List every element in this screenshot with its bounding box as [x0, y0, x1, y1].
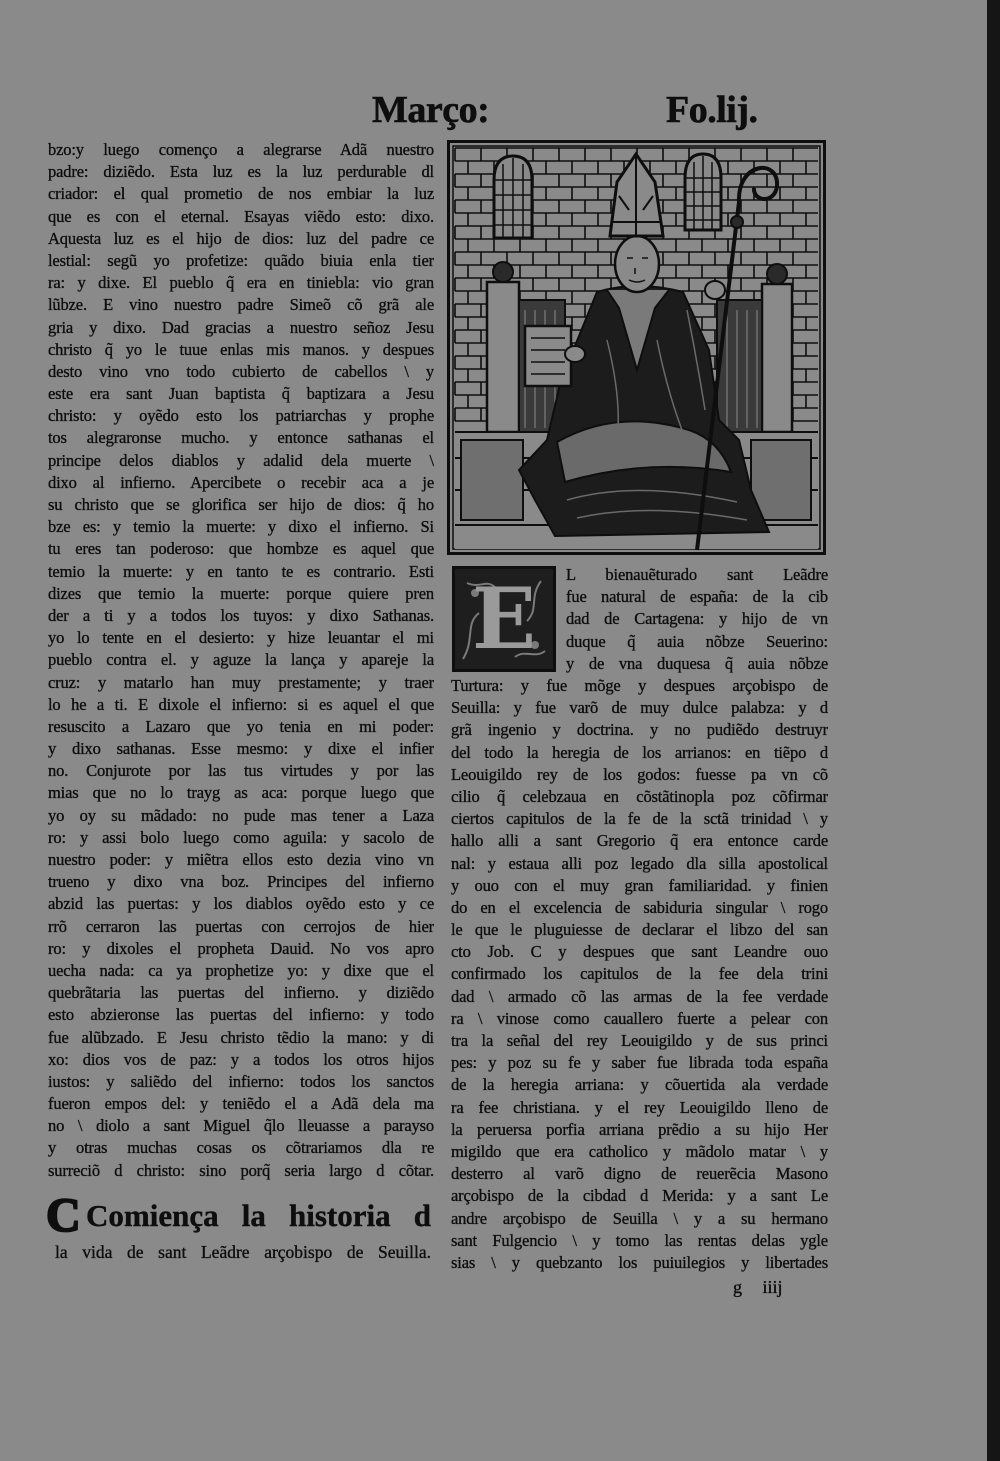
text-line: fueron empos del: y teniẽdo el a Adã dela ma [48, 1094, 434, 1114]
text-line: este era sant Juan baptista q̃ baptizara a Jesu [48, 384, 434, 404]
text-line: do en el excelencia de sabiduria singular \ rogo [451, 897, 828, 917]
text-line: ro: y dixoles el propheta Dauid. No vos apro [48, 938, 434, 958]
signature-mark: g iiij [733, 1277, 783, 1297]
text-line: padre: diziẽdo. Esta luz es la luz perdurable dl [48, 162, 434, 182]
text-line: Seuilla: y fue varõ de muy dulce palabza: y d [451, 698, 828, 718]
text-line: tos alegraronse mucho. y entonce sathanas el [48, 428, 434, 448]
text-line: nal: y estaua alli poz legado dla silla apostolical [451, 853, 828, 873]
throne-finial-right [767, 264, 787, 284]
text-line: sias \ y quebzanto los puiuilegios y libertades [451, 1252, 828, 1272]
running-head-month: Março: [372, 89, 490, 131]
text-line: surreciõ d christo: sino porq̃ seria largo d cõtar. [48, 1160, 434, 1180]
text-line: la peruersa porfia arriana prẽdio a su hijo Her [451, 1119, 828, 1139]
text-line: gria y dixo. Dad gracias a nuestro señoz Jesu [48, 317, 434, 337]
text-line: christo: y oyẽdo esto los patriarchas y prophe [48, 406, 434, 426]
paragraph-mark: C [46, 1189, 81, 1242]
decorated-initial [452, 566, 556, 672]
text-line: y dixo sathanas. Esse mesmo: y dixe el infier [48, 739, 434, 759]
seated-bishop-woodcut-icon [447, 140, 826, 555]
text-line: Turtura: y fue mõge y despues arçobispo de [451, 676, 828, 695]
pedestal-right [751, 440, 811, 520]
crozier-crook [739, 168, 777, 202]
text-line: L bienauẽturado sant Leãdre [566, 565, 828, 584]
bishop-face [615, 236, 659, 292]
text-line: que es con el eternal. Esayas viẽdo esto: dixo. [48, 206, 434, 226]
book-icon [525, 326, 571, 386]
text-line: del todo la heregia de los arrianos: en tiẽpo d [451, 742, 828, 762]
text-line: dixo al infierno. Apercibete o recebir aca a je [48, 472, 434, 492]
throne-finial-left [493, 262, 513, 282]
text-line: mias que no lo trayg as aca: porque luego que [48, 783, 434, 803]
text-line: no. Conjurote por las tus virtudes y por las [48, 761, 434, 781]
text-line: principe delos diablos y adalid dela muerte \ [48, 450, 434, 470]
text-line: ra: y dixe. El pueblo q̃ era en tiniebla: vio gran [48, 273, 434, 293]
folio-number: Fo.lij. [666, 89, 758, 131]
pedestal-left [461, 440, 523, 520]
text-line: cilio q̃ celebzaua en cõstãtinopla poz cõfirmar [451, 786, 828, 806]
text-line: y ouo con el muy gran familiaridad. y finien [451, 875, 828, 895]
section-heading-subtitle: la vida de sant Leãdre arçobispo de Seuilla. [55, 1242, 431, 1262]
text-line: andre arçobispo de Seuilla \ y a su hermano [451, 1208, 828, 1228]
right-lead-lines [566, 564, 828, 675]
text-line: trueno y dixo vna boz. Principes del infierno [48, 872, 434, 892]
text-line: abzid las puertas: y los diablos oyẽdo esto y ce [48, 894, 434, 914]
hand-left [565, 346, 585, 362]
text-line: xo: dios vos de paz: y a todos los otros hijos [48, 1049, 434, 1069]
text-line: nuestro poder: y miẽtra ellos esto dezia vino vn [48, 850, 434, 869]
throne-post-left [487, 282, 519, 432]
text-line: der a ti y a todos los tuyos: y dixo Sathanas. [48, 605, 434, 625]
text-line: lo he a ti. E dixole el infierno: si es aquel el que [48, 694, 434, 714]
text-line: christo q̃ yo le tuue enlas mis manos. y despues [48, 339, 434, 359]
text-line: Aquesta luz es el hijo de dios: luz del padre ce [48, 228, 434, 248]
text-line: cruz: y matarlo han muy prestamente; y traer [48, 672, 434, 692]
text-line: iustos: y saliẽdo del infierno: todos los sanctos [48, 1071, 434, 1091]
section-heading-title: Comiença la historia d [86, 1198, 431, 1233]
text-line: pueblo contra el. y aguze la lança y apareje la [48, 650, 434, 670]
text-line: ra fee christiana. y el rey Leouigildo lleno de [451, 1097, 828, 1117]
text-line: fue natural de españa: de la cib [566, 587, 828, 607]
text-line: temio la muerte: y en tanto te es contrario. Esti [48, 561, 434, 581]
text-line: migildo que era catholico y mãdolo matar \ y [451, 1141, 828, 1161]
text-line: lestial: segũ yo profetize: quãdo biuia enla tier [48, 250, 434, 270]
right-text-column [451, 675, 828, 1274]
text-line: grã ingenio y doctrina. y no pudiẽdo destruyr [451, 720, 828, 740]
text-line: desterro al varõ digno de reuerẽcia Masono [451, 1164, 828, 1184]
text-line: cto Job. C y despues que sant Leandre ouo [451, 942, 828, 962]
text-line: tra la señal del rey Leouigildo y de sus princi [451, 1031, 828, 1050]
text-line: Leouigildo rey de los godos: fuesse pa vn cõ [451, 764, 828, 784]
text-line: de la heregia arriana: y cõuertida ala verdade [451, 1075, 828, 1095]
text-line: ro: y assi bolo luego como aguila: y sacolo de [48, 827, 434, 847]
left-text-column [48, 139, 434, 1182]
text-line: le que le pluguiesse de declarar el libzo del san [451, 920, 828, 940]
text-line: su christo que se glorifica ser hijo de dios: q̃ ho [48, 495, 434, 514]
text-line: pes: y poz su fe y saber fue librada toda españa [451, 1053, 828, 1073]
text-line: yo oy su mãdado: no pude mas tener a Laza [48, 805, 434, 825]
text-line: criador: el qual prometio de nos embiar la luz [48, 184, 434, 204]
text-line: uecha nada: ca ya prophetize yo: y dixe que el [48, 960, 434, 980]
text-line: quebrãtaria las puertas del infierno. y diziẽdo [48, 983, 434, 1003]
text-line: rrõ cerraron las puertas con cerrojos de hier [48, 916, 434, 936]
text-line: arçobispo de la cibdad d Merida: y a sant Le [451, 1186, 828, 1206]
text-line: esto abzieronse las puertas del infierno: y todo [48, 1005, 434, 1025]
text-line: no \ diolo a sant Miguel q̃lo lleuasse a parayso [48, 1116, 434, 1136]
text-line: yo lo tente en el desierto: y hize leuantar el mi [48, 628, 434, 648]
crozier-knob [731, 216, 743, 228]
text-line: sant Fulgencio \ y tomo las rentas delas ygle [451, 1230, 828, 1250]
text-line: tu eres tan poderoso: que hombze es aquel que [48, 539, 434, 559]
text-line: dad de Cartagena: y hijo de vn [566, 609, 828, 629]
text-line: y otras muchas cosas os cõtrariamos dla re [48, 1138, 434, 1158]
text-line: confirmado los capitulos de la fee dela trini [451, 964, 828, 984]
hand-right [705, 281, 725, 299]
window-right [685, 154, 721, 230]
text-line: y de vna duquesa q̃ auia nõbze [566, 653, 828, 673]
text-line: fue alũbzado. E Jesu christo tẽdio la mano: y di [48, 1027, 434, 1047]
window-left [494, 156, 532, 238]
initial-letter: E [471, 569, 537, 668]
text-line: duque q̃ auia nõbze Seuerino: [566, 631, 828, 651]
text-line: hallo alli a sant Gregorio q̃ era entonce carde [451, 831, 828, 851]
page-edge-shadow [987, 0, 1000, 1461]
text-line: ciertos capitulos de la fe de la sctã trinidad \ y [451, 809, 828, 829]
text-line: desto vino vno todo cubierto de cabellos \ y [48, 361, 434, 381]
text-line: lũbze. E vino nuestro padre Simeõ cõ grã ale [48, 295, 434, 315]
text-line: bzo:y luego començo a alegrarse Adã nuestro [48, 140, 434, 159]
text-line: bze es: y temio la muerte: y dixo el infierno. Si [48, 517, 434, 537]
text-line: dizes que temio la muerte: porque quiere pren [48, 583, 434, 603]
text-line: dad \ armado cõ las armas de la fee verdade [451, 986, 828, 1006]
throne-post-right [762, 284, 792, 432]
text-line: resuscito a Lazaro que yo tenia en mi poder: [48, 716, 434, 736]
text-line: ra \ vinose como cauallero fuerte a pelear con [451, 1008, 828, 1028]
